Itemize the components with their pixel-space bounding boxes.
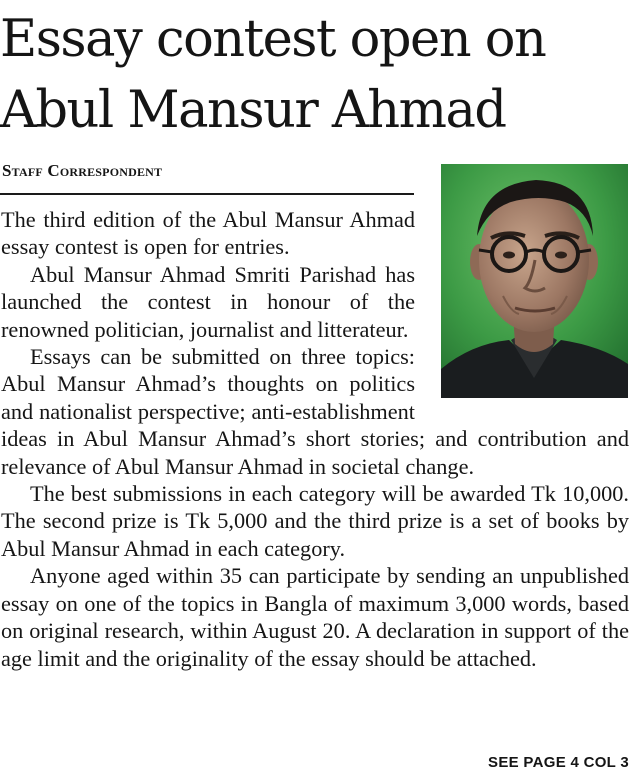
byline-rule (0, 193, 414, 195)
continuation-jump-line: SEE PAGE 4 COL 3 (488, 754, 629, 771)
portrait-float-spacer (415, 206, 629, 413)
headline-line-2: Abul Mansur Ahmad (0, 81, 506, 140)
article-paragraph-3: Essays can be submitted on three topics: Abul Mansur Ahmad’s thoughts on politics and nationalist perspective; anti-establishment ideas in Abul Mansur Ahmad’s short stories; and contribution and relevance of Abul Mansur Ahmad in societal change. (1, 344, 629, 479)
byline: Staff Correspondent (2, 161, 163, 180)
article-paragraph-4: The best submissions in each category will be awarded Tk 10,000. The second prize is Tk 5,000 and the third prize is a set of books by Abul Mansur Ahmad in each category. (1, 481, 629, 561)
article-paragraph-1: The third edition of the Abul Mansur Ahmad essay contest is open for entries. (1, 207, 415, 260)
article-paragraph-2: Abul Mansur Ahmad Smriti Parishad has launched the contest in honour of the renowned politician, journalist and litterateur. (1, 261, 415, 342)
article-paragraph-5: Anyone aged within 35 can participate by sending an unpublished essay on one of the topics in Bangla of maximum 3,000 words, based on original research, within August 20. A declaration in support of the age limit and the originality of the essay should be attached. (1, 563, 629, 671)
headline (0, 4, 629, 146)
headline-line-1: Essay contest open on (0, 10, 546, 69)
article-body (1, 206, 629, 672)
